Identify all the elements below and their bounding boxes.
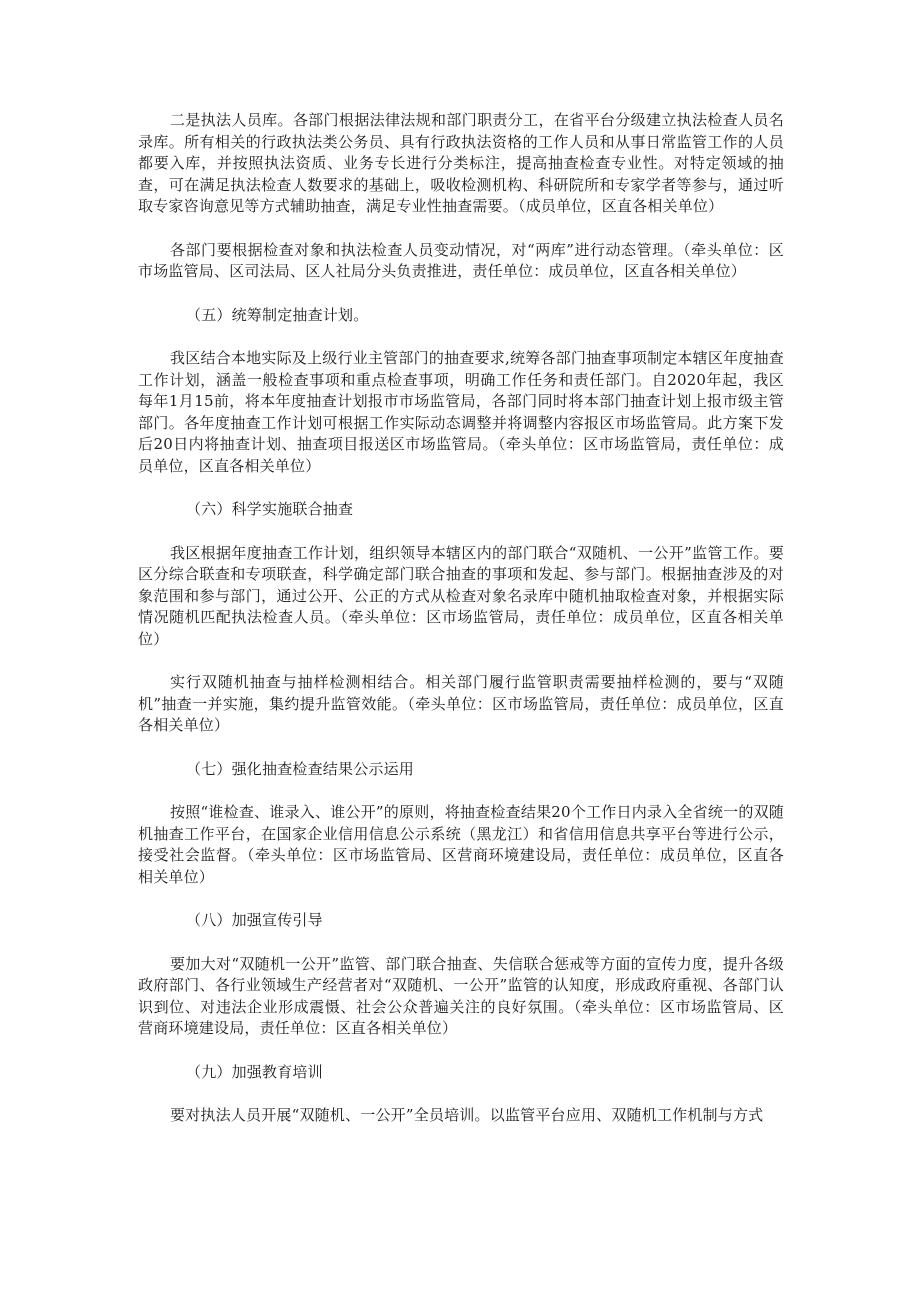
section-heading-9: （九）加强教育培训 [186, 1062, 323, 1081]
paragraph-training: 要对执法人员开展“双随机、一公开”全员培训。以监管平台应用、双随机工作机制与方式 [170, 1106, 764, 1124]
section-heading-5: （五）统筹制定抽查计划。 [186, 305, 369, 324]
section-heading-6: （六）科学实施联合抽查 [186, 500, 354, 518]
paragraph-result-publicity: 按照“谁检查、谁录入、谁公开”的原则，将抽查检查结果20个工作日内录入全省统一的双随机抽查工作平台，在国家企业信用信息公示系统（黑龙江）和省信用信息共享平台等进行公示，接受社会监督。（牵头单位：区市场监管局、区营商环境建设局，责任单位：成员单位，区直各相关单位） [138, 803, 784, 886]
paragraph-dynamic-management: 各部门要根据检查对象和执法检查人员变动情况，对“两库”进行动态管理。（牵头单位：区市场监管局、区司法局、区人社局分头负责推进，责任单位：成员单位，区直各相关单位） [138, 240, 784, 280]
section-heading-8: （八）加强宣传引导 [186, 911, 323, 929]
paragraph-annual-plan: 我区结合本地实际及上级行业主管部门的抽查要求,统筹各部门抽查事项制定本辖区年度抽查工作计划，涵盖一般检查事项和重点检查事项，明确工作任务和责任部门。自2020年起，我区每年1月15前，将本年度抽查计划报市市场监管局，各部门同时将本部门抽查计划上报市级主管部门。各年度抽查工作计划可根据工作实际动态调整并将调整内容报区市场监管局。此方案下发后20日内将抽查计划、抽查项目报送区市场监管局。（牵头单位：区市场监管局，责任单位：成员单位，区直各相关单位） [138, 349, 784, 475]
document-page [138, 110, 784, 1127]
paragraph-publicity-guidance: 要加大对“双随机一公开”监管、部门联合抽查、失信联合惩戒等方面的宣传力度，提升各级政府部门、各行业领域生产经营者对“双随机、一公开”监管的认知度，形成政府重视、各部门认识到位、对违法企业形成震慑、社会公众普遍关注的良好氛围。（牵头单位：区市场监管局、区营商环境建设局，责任单位：区直各相关单位） [138, 954, 784, 1037]
paragraph-sampling-test: 实行双随机抽查与抽样检测相结合。相关部门履行监管职责需要抽样检测的，要与“双随机”抽查一并实施，集约提升监管效能。（牵头单位：区市场监管局，责任单位：成员单位，区直各相关单位） [138, 673, 784, 734]
paragraph-joint-inspection: 我区根据年度抽查工作计划，组织领导本辖区内的部门联合“双随机、一公开”监管工作。要区分综合联查和专项联查，科学确定部门联合抽查的事项和发起、参与部门。根据抽查涉及的对象范围和参与部门，通过公开、公正的方式从检查对象名录库中随机抽取检查对象，并根据实际情况随机匹配执法检查人员。（牵头单位：区市场监管局，责任单位：成员单位，区直各相关单位） [138, 543, 784, 648]
paragraph-enforcement-staff-library: 二是执法人员库。各部门根据法律法规和部门职责分工，在省平台分级建立执法检查人员名录库。所有相关的行政执法类公务员、具有行政执法资格的工作人员和从事日常监管工作的人员都要入库，并按照执法资质、业务专长进行分类标注，提高抽查检查专业性。对特定领域的抽查，可在满足执法检查人数要求的基础上，吸收检测机构、科研院所和专家学者等参与，通过听取专家咨询意见等方式辅助抽查，满足专业性抽查需要。（成员单位，区直各相关单位） [138, 111, 784, 215]
section-heading-7: （七）强化抽查检查结果公示运用 [186, 759, 415, 778]
